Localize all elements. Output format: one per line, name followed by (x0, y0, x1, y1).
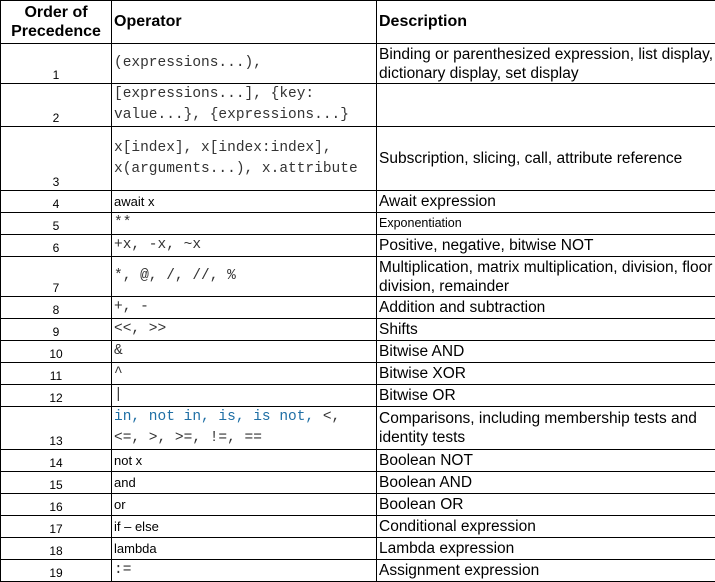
description-cell: Bitwise XOR (377, 363, 715, 385)
description-cell: Lambda expression (377, 538, 715, 560)
description-cell: Comparisons, including membership tests and identity tests (377, 407, 715, 450)
operator-cell: +x, -x, ~x (112, 235, 377, 257)
operator-cell: <<, >> (112, 319, 377, 341)
order-cell: 16 (1, 494, 112, 516)
operator-cell: and (112, 472, 377, 494)
table-row (1, 297, 715, 319)
description-cell: Addition and subtraction (377, 297, 715, 319)
description-cell: Conditional expression (377, 516, 715, 538)
order-cell: 17 (1, 516, 112, 538)
description-cell: Boolean OR (377, 494, 715, 516)
table-row (1, 385, 715, 407)
table-row (1, 191, 715, 213)
description-cell (377, 84, 715, 127)
header-row (1, 1, 715, 44)
description-cell: Positive, negative, bitwise NOT (377, 235, 715, 257)
order-cell: 6 (1, 235, 112, 257)
table-row (1, 560, 715, 582)
operator-cell: ^ (112, 363, 377, 385)
table-row (1, 363, 715, 385)
description-cell: Exponentiation (377, 213, 715, 235)
table-row (1, 450, 715, 472)
table-row (1, 44, 715, 84)
order-cell: 7 (1, 257, 112, 297)
header-description: Description (377, 1, 715, 44)
operator-cell: & (112, 341, 377, 363)
table-row (1, 407, 715, 450)
operator-cell: ** (112, 213, 377, 235)
table-row (1, 494, 715, 516)
order-cell: 15 (1, 472, 112, 494)
table-row (1, 127, 715, 191)
operator-cell: x[index], x[index:index], x(arguments...), x.attribute (112, 127, 377, 191)
operator-cell: | (112, 385, 377, 407)
order-cell: 10 (1, 341, 112, 363)
table-row (1, 472, 715, 494)
operator-cell: await x (112, 191, 377, 213)
order-cell: 2 (1, 84, 112, 127)
table-row (1, 319, 715, 341)
operator-cell: not x (112, 450, 377, 472)
table-row (1, 257, 715, 297)
operator-cell: lambda (112, 538, 377, 560)
description-cell: Assignment expression (377, 560, 715, 582)
description-cell: Subscription, slicing, call, attribute reference (377, 127, 715, 191)
operator-cell: [expressions...], {key: value...}, {expressions...} (112, 84, 377, 127)
operator-cell: +, - (112, 297, 377, 319)
description-cell: Multiplication, matrix multiplication, division, floor division, remainder (377, 257, 715, 297)
operator-cell: if – else (112, 516, 377, 538)
operator-keywords: in, not in, is, is not, (114, 409, 314, 425)
order-cell: 19 (1, 560, 112, 582)
operator-comparisons: <, <=, >, >=, !=, == (114, 409, 340, 446)
header-operator: Operator (112, 1, 377, 44)
order-cell: 4 (1, 191, 112, 213)
operator-cell: := (112, 560, 377, 582)
description-cell: Await expression (377, 191, 715, 213)
order-cell: 3 (1, 127, 112, 191)
order-cell: 11 (1, 363, 112, 385)
order-cell: 8 (1, 297, 112, 319)
table-row (1, 213, 715, 235)
operator-cell (112, 407, 377, 450)
order-cell: 18 (1, 538, 112, 560)
header-order: Order of Precedence (1, 1, 112, 44)
description-cell: Boolean NOT (377, 450, 715, 472)
description-cell: Bitwise OR (377, 385, 715, 407)
table-row (1, 84, 715, 127)
order-cell: 12 (1, 385, 112, 407)
table-row (1, 516, 715, 538)
table-row (1, 538, 715, 560)
order-cell: 1 (1, 44, 112, 84)
order-cell: 13 (1, 407, 112, 450)
description-cell: Boolean AND (377, 472, 715, 494)
order-cell: 9 (1, 319, 112, 341)
order-cell: 14 (1, 450, 112, 472)
description-cell: Binding or parenthesized expression, list display, dictionary display, set display (377, 44, 715, 84)
operator-cell: *, @, /, //, % (112, 257, 377, 297)
operator-cell: (expressions...), (112, 44, 377, 84)
description-cell: Bitwise AND (377, 341, 715, 363)
description-cell: Shifts (377, 319, 715, 341)
operator-cell: or (112, 494, 377, 516)
table-row (1, 235, 715, 257)
order-cell: 5 (1, 213, 112, 235)
table-row (1, 341, 715, 363)
